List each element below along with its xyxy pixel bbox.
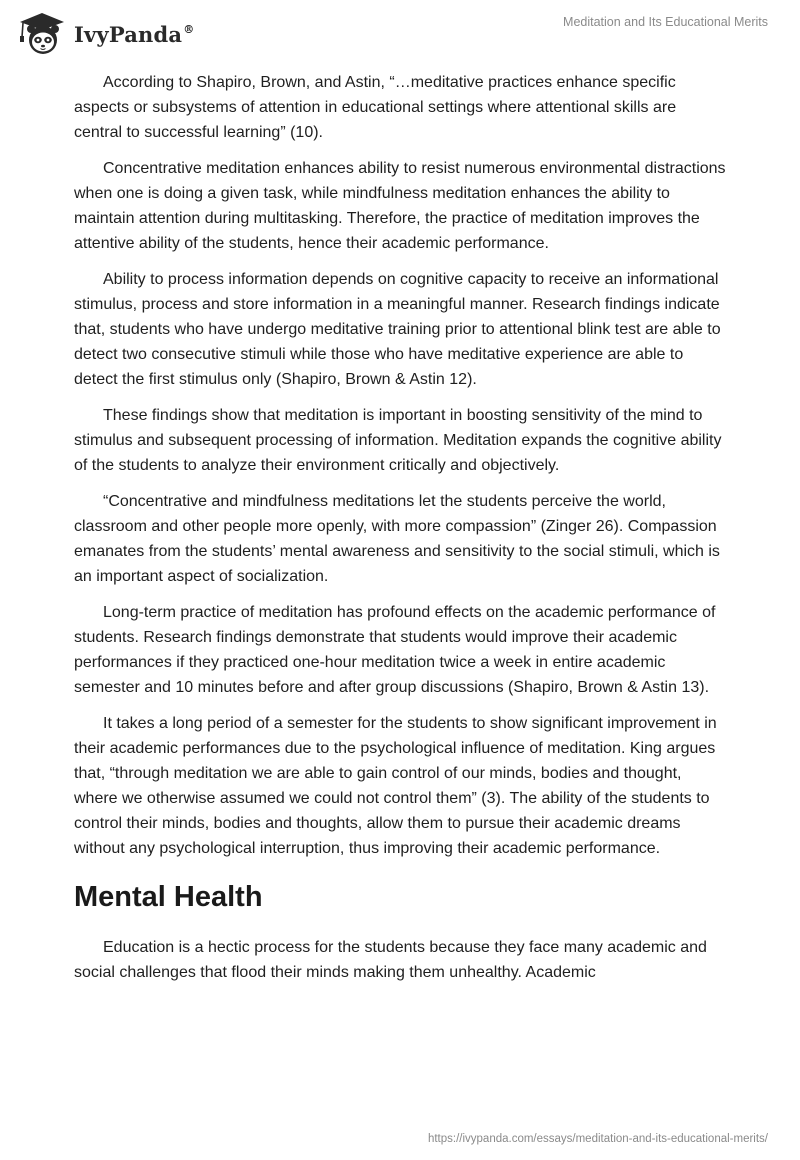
paragraph-findings-sensitivity: These findings show that meditation is important in boosting sensitivity of the mind to stimulus and subsequent processing of information. Meditation expands the cognitive ability of the students to analyze their environment critically and objectively. xyxy=(74,407,722,474)
brand-name-text: IvyPanda xyxy=(74,21,183,47)
paragraph-attention-quote: According to Shapiro, Brown, and Astin, “…meditative practices enhance specific aspects or subsystems of attention in educational settings where attentional skills are central to successful learning” (10). xyxy=(74,74,677,141)
panda-graduation-cap-icon xyxy=(14,9,68,59)
paragraph-concentrative-meditation: Concentrative meditation enhances ability to resist numerous environmental distractions when one is doing a given task, while mindfulness meditation enhances the ability to maintain attention during multitasking. Therefore, the practice of meditation improves the attentive ability of the students, hence their academic performance. xyxy=(74,160,726,252)
document-title: Meditation and Its Educational Merits xyxy=(563,15,768,29)
paragraph-education-hectic: Education is a hectic process for the students because they face many academic and social challenges that flood their minds making them unhealthy. Academic xyxy=(74,939,707,981)
paragraph-information-processing: Ability to process information depends on cognitive capacity to receive an informational stimulus, process and store information in a meaningful manner. Research findings indicate that, students who have undergo meditative training prior to attentional blink test are able to detect two consecutive stimuli while those who have meditative experience are able to detect the first stimulus only (Shapiro, Brown & Astin 12). xyxy=(74,271,721,388)
ivypanda-logo[interactable] xyxy=(14,8,194,60)
paragraph-semester-improvement: It takes a long period of a semester for the students to show significant improvement in their academic performances due to the psychological influence of meditation. King argues that, “through meditation we are able to gain control of our minds, bodies and thought, where we otherwise assumed we could not control them” (3). The ability of the students to control their minds, bodies and thoughts, allow them to pursue their academic dreams without any psychological interruption, thus improving their academic performance. xyxy=(74,715,717,857)
brand-name xyxy=(74,22,194,47)
paragraph-long-term-practice: Long-term practice of meditation has profound effects on the academic performance of students. Research findings demonstrate that students would improve their academic performances if they practiced one-hour meditation twice a week in entire academic semester and 10 minutes before and after group discussions (Shapiro, Brown & Astin 13). xyxy=(74,604,716,696)
section-heading-mental-health: Mental Health xyxy=(74,881,263,913)
source-url-link[interactable]: https://ivypanda.com/essays/meditation-and-its-educational-merits/ xyxy=(427,1133,768,1145)
page-header xyxy=(0,0,800,70)
registered-mark: ® xyxy=(183,22,195,36)
essay-content xyxy=(74,70,728,996)
paragraph-compassion: “Concentrative and mindfulness meditations let the students perceive the world, classroom and other people more openly, with more compassion” (Zinger 26). Compassion emanates from the students’ mental awareness and sensitivity to the social stimuli, which is an important aspect of socialization. xyxy=(74,493,720,585)
